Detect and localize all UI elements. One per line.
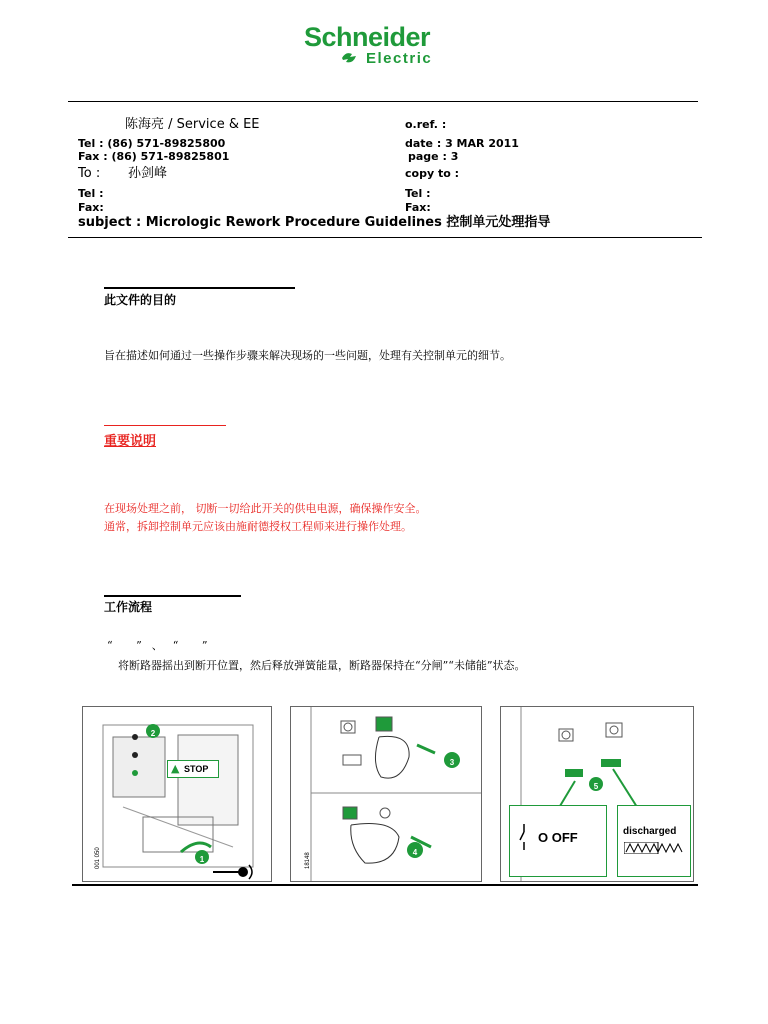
- off-label: O OFF: [538, 830, 578, 845]
- stop-label: STOP: [184, 764, 209, 774]
- step-5-label: 5: [593, 782, 599, 791]
- figure-rack-out-drawing: [83, 707, 271, 881]
- figure-rack-out: [82, 706, 272, 882]
- off-indicator-box: [509, 805, 607, 877]
- stop-callout: [167, 760, 219, 778]
- figure-status-indicators: [500, 706, 694, 882]
- step-4-label: 4: [412, 848, 418, 857]
- workflow-title-rule: [104, 595, 241, 597]
- step-4-badge: [407, 842, 423, 858]
- discharged-indicator-box: [617, 805, 691, 877]
- step-2-badge: [146, 724, 160, 738]
- logo-text-schneider: Schneider: [304, 22, 431, 52]
- header-top-rule: [68, 101, 698, 102]
- logo-mark-icon: [340, 51, 360, 65]
- workflow-quotes: “ ”、“ ”: [107, 639, 218, 652]
- important-title: 重要说明: [104, 434, 157, 449]
- purpose-title: 此文件的目的: [104, 293, 177, 307]
- recipient-tel: Tel :: [78, 187, 104, 200]
- copy-tel: Tel :: [405, 187, 431, 200]
- recipient-label: To :: [78, 166, 101, 181]
- figures-bottom-rule: [72, 884, 698, 886]
- step-5-badge: [589, 777, 603, 791]
- workflow-title: 工作流程: [104, 600, 153, 614]
- important-title-rule: [104, 425, 226, 426]
- doc-date: date : 3 MAR 2011: [405, 137, 519, 150]
- switch-open-icon: [518, 824, 530, 850]
- important-line-2: 通常，拆卸控制单元应该由施耐德授权工程师来进行操作处理。: [104, 520, 412, 533]
- copy-fax: Fax:: [405, 201, 431, 214]
- warning-triangle-icon: ▲: [171, 762, 180, 775]
- header-bottom-rule: [68, 237, 702, 238]
- discharged-label: discharged: [623, 826, 677, 837]
- recipient-name: 孙剑峰: [128, 166, 168, 181]
- svg-text:18148: 18148: [305, 852, 311, 869]
- step-2-label: 2: [150, 729, 156, 738]
- sender-tel: Tel : (86) 571-89825800: [78, 137, 226, 150]
- step-3-label: 3: [449, 758, 455, 767]
- step-1-label: 1: [199, 855, 205, 864]
- workflow-text: 将断路器摇出到断开位置，然后释放弹簧能量，断路器保持在“分闸”“未储能”状态。: [118, 659, 526, 672]
- step-3-badge: [444, 752, 460, 768]
- sender-name: 陈海亮 / Service & EE: [125, 117, 260, 132]
- spring-discharged-icon: [624, 842, 684, 854]
- svg-text:001 050: 001 050: [95, 847, 101, 869]
- page-number: page : 3: [408, 150, 459, 163]
- figure-discharge: [290, 706, 482, 882]
- oref: o.ref. :: [405, 118, 447, 131]
- purpose-title-rule: [104, 287, 295, 289]
- schneider-electric-logo: [300, 22, 465, 70]
- important-line-1: 在现场处理之前， 切断一切给此开关的供电电源，确保操作安全。: [104, 502, 427, 515]
- sender-fax: Fax : (86) 571-89825801: [78, 150, 230, 163]
- subject-line: subject : Micrologic Rework Procedure Guidelines 控制单元处理指导: [78, 215, 551, 230]
- purpose-text: 旨在描述如何通过一些操作步骤来解决现场的一些问题，处理有关控制单元的细节。: [104, 349, 511, 362]
- copy-to: copy to :: [405, 167, 459, 180]
- recipient-fax: Fax:: [78, 201, 104, 214]
- logo-text-electric: Electric: [366, 50, 433, 67]
- step-1-badge: [195, 850, 209, 864]
- figure-discharge-drawing: [291, 707, 481, 881]
